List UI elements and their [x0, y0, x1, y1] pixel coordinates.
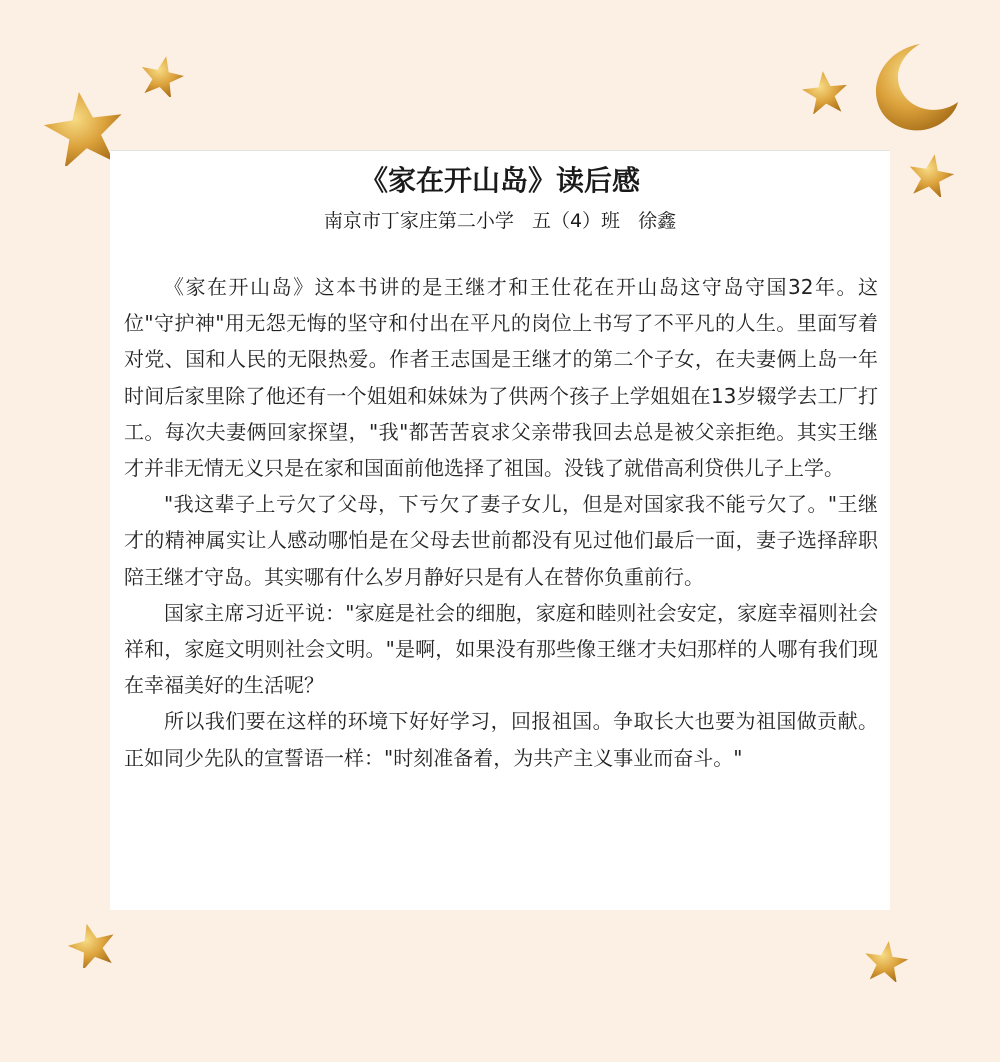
star-icon	[802, 70, 848, 114]
essay-paper	[110, 150, 890, 910]
star-icon	[140, 55, 184, 97]
essay-body	[124, 269, 878, 776]
author-byline: 南京市丁家庄第二小学 五（4）班 徐鑫	[323, 210, 677, 232]
essay-title: 《家在开山岛》读后感	[359, 164, 640, 197]
paragraph: "我这辈子上亏欠了父母，下亏欠了妻子女儿，但是对国家我不能亏欠了。"王继才的精神属实让人感动哪怕是在父母去世前都没有见过他们最后一面，妻子选择辞职陪王继才守岛。其实哪有什么岁月静好只是有人在替你负重前行。	[124, 492, 878, 589]
paragraph: 国家主席习近平说："家庭是社会的细胞，家庭和睦则社会安定，家庭幸福则社会祥和，家庭文明则社会文明。"是啊，如果没有那些像王继才夫妇那样的人哪有我们现在幸福美好的生活呢？	[124, 600, 878, 698]
crescent-moon-icon	[868, 40, 958, 136]
star-icon	[908, 153, 954, 197]
paragraph: 《家在开山岛》这本书讲的是王继才和王仕花在开山岛这守岛守国32年。这位"守护神"用无怨无悔的坚守和付出在平凡的岗位上书写了不平凡的人生。里面写着对党、国和人民的无限热爱。作者王志国是王继才的第二个子女，在夫妻俩上岛一年时间后家里除了他还有一个姐姐和妹妹为了供两个孩子上学姐姐在13岁辍学去工厂打工。每次夫妻俩回家探望，"我"都苦苦哀求父亲带我回去总是被父亲拒绝。其实王继才并非无情无义只是在家和国面前他选择了祖国。没钱了就借高利贷供儿子上学。	[124, 275, 878, 481]
paragraph: 所以我们要在这样的环境下好好学习，回报祖国。争取长大也要为祖国做贡献。正如同少先队的宣誓语一样："时刻准备着，为共产主义事业而奋斗。"	[124, 709, 878, 770]
star-icon	[68, 922, 116, 968]
star-icon	[864, 940, 908, 982]
